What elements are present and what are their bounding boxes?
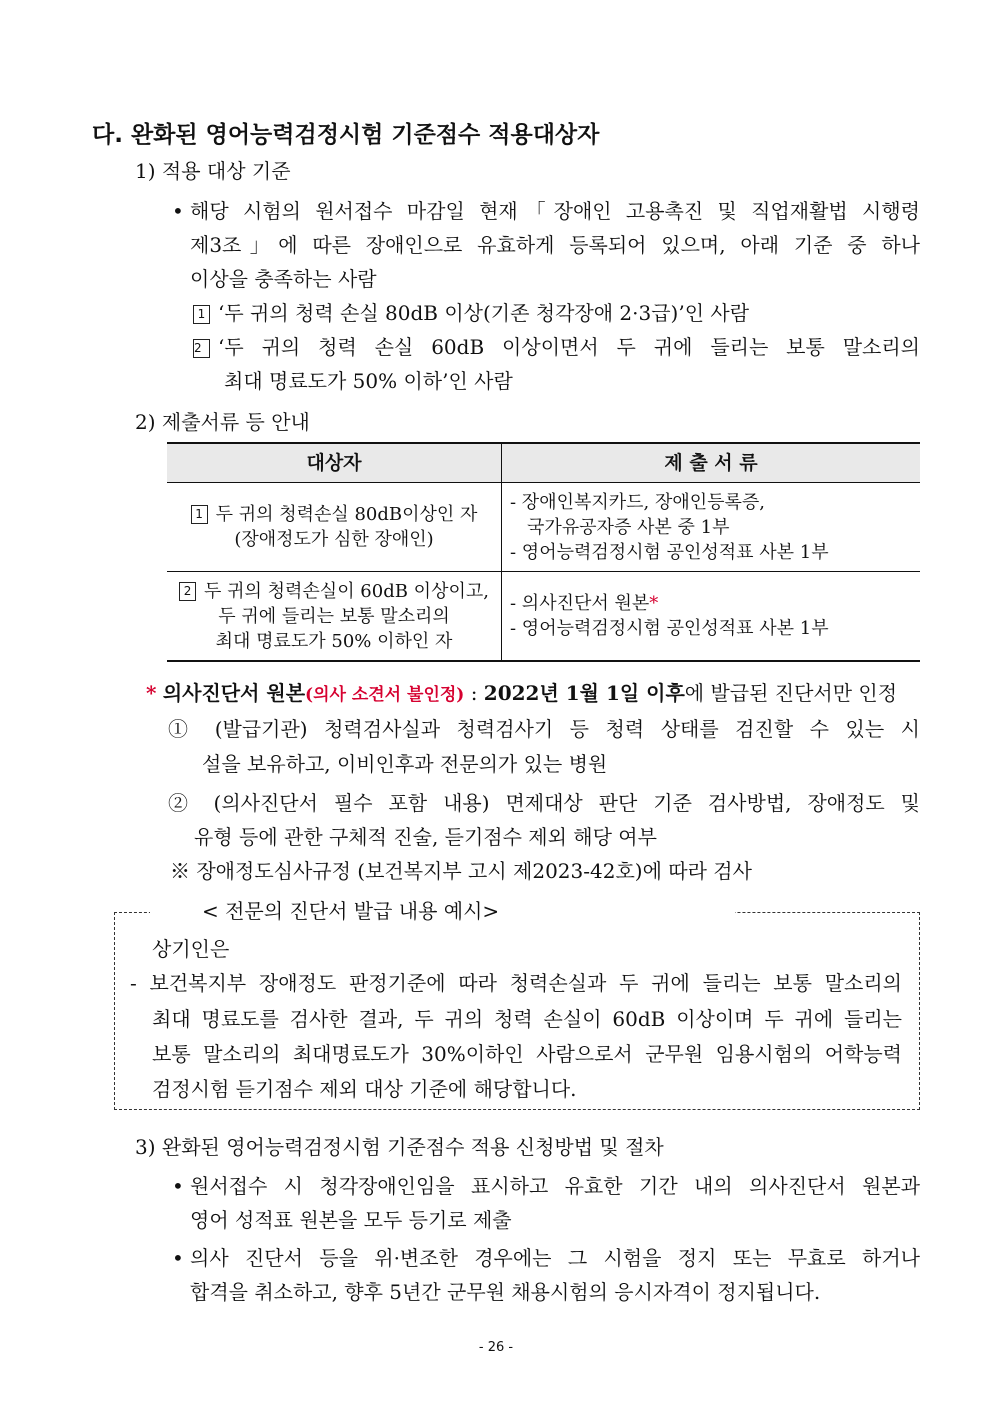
table-header-row bbox=[167, 443, 920, 483]
row1-target-l1 bbox=[175, 502, 493, 527]
content-line-2: 유형 등에 관한 구체적 진술, 듣기점수 제외 해당 여부 bbox=[194, 825, 657, 849]
note-rest: 에 발급된 진단서만 인정 bbox=[684, 681, 898, 705]
row2-target-l3: 최대 명료도가 50% 이하인 자 bbox=[215, 630, 453, 652]
bullet-dot: • bbox=[172, 1174, 184, 1198]
example-line-5: 검정시험 듣기점수 제외 대상 기준에 해당합니다. bbox=[152, 1077, 577, 1101]
row2-target bbox=[167, 572, 502, 662]
row1-documents bbox=[502, 483, 921, 572]
header-target: 대상자 bbox=[167, 443, 502, 483]
section-title: 다. 완화된 영어능력검정시험 기준점수 적용대상자 bbox=[92, 122, 600, 148]
documents-table bbox=[167, 442, 920, 662]
table-row bbox=[167, 483, 920, 572]
criteria-line-2: 제3조」에 따른 장애인으로 유효하게 등록되어 있으며, 아래 기준 중 하나 bbox=[190, 233, 920, 257]
criterion-2-line-1 bbox=[193, 334, 920, 360]
example-line-3: 최대 명료도를 검사한 결과, 두 귀의 청력 손실이 60dB 이상이며 두 귀에 들리는 bbox=[152, 1007, 902, 1031]
note-date: 2022년 1월 1일 이후 bbox=[483, 681, 685, 705]
row1-box-number: 1 bbox=[191, 505, 208, 524]
note-colon: : bbox=[464, 681, 484, 705]
row1-target bbox=[167, 483, 502, 572]
note-star: * bbox=[146, 681, 157, 705]
criterion-1 bbox=[193, 300, 749, 326]
note-red-part: (의사 소견서 불인정) bbox=[305, 685, 465, 705]
subsection-2-title: 2) 제출서류 등 안내 bbox=[135, 410, 310, 434]
example-line-2: - 보건복지부 장애정도 판정기준에 따라 청력손실과 두 귀에 들리는 보통 말소리의 bbox=[130, 971, 902, 995]
page-number: - 26 - bbox=[478, 1340, 514, 1355]
procedure-2-line-2: 합격을 취소하고, 향후 5년간 군무원 채용시험의 응시자격이 정지됩니다. bbox=[190, 1280, 821, 1304]
example-legend bbox=[150, 898, 735, 924]
issuer-line-1: ① (발급기관) 청력검사실과 청력검사기 등 청력 상태를 검진할 수 있는 시 bbox=[168, 717, 920, 741]
row2-doc-l1-text: - 의사진단서 원본 bbox=[510, 593, 650, 614]
certificate-note bbox=[146, 680, 897, 708]
row1-doc-l1: - 장애인복지카드, 장애인등록증, bbox=[510, 491, 766, 513]
procedure-1-line-1: 원서접수 시 청각장애인임을 표시하고 유효한 기간 내의 의사진단서 원본과 bbox=[190, 1174, 920, 1198]
row1-target-l2: (장애정도가 심한 장애인) bbox=[234, 529, 434, 550]
row2-box-number: 2 bbox=[179, 582, 196, 601]
row2-doc-l1 bbox=[510, 591, 912, 616]
box-number-1: 1 bbox=[193, 305, 210, 324]
criterion-2-text: ‘두 귀의 청력 손실 60dB 이상이면서 두 귀에 들리는 보통 말소리의 bbox=[218, 335, 920, 359]
subsection-1-title: 1) 적용 대상 기준 bbox=[135, 159, 291, 183]
subsection-3-title: 3) 완화된 영어능력검정시험 기준점수 적용 신청방법 및 절차 bbox=[135, 1135, 664, 1159]
example-line-1: 상기인은 bbox=[152, 937, 230, 961]
criteria-line-1: 해당 시험의 원서접수 마감일 현재「장애인 고용촉진 및 직업재활법 시행령 bbox=[190, 199, 920, 223]
criteria-line-3: 이상을 충족하는 사람 bbox=[190, 267, 377, 291]
bullet-dot: • bbox=[172, 199, 184, 223]
box-number-2: 2 bbox=[193, 339, 210, 358]
content-line-1: ② (의사진단서 필수 포함 내용) 면제대상 판단 기준 검사방법, 장애정도 및 bbox=[168, 791, 920, 815]
regulation-reference: ※ 장애정도심사규정 (보건복지부 고시 제2023-42호)에 따라 검사 bbox=[170, 859, 752, 883]
row2-doc-l2: - 영어능력검정시험 공인성적표 사본 1부 bbox=[510, 618, 829, 639]
example-legend-text: < 전문의 진단서 발급 내용 예시> bbox=[150, 899, 517, 923]
bullet-dot: • bbox=[172, 1246, 184, 1270]
criterion-1-text: ‘두 귀의 청력 손실 80dB 이상(기존 청각장애 2·3급)’인 사람 bbox=[218, 301, 750, 325]
issuer-line-2: 설을 보유하고, 이비인후과 전문의가 있는 병원 bbox=[202, 752, 608, 776]
criterion-2-line-2: 최대 명료도가 50% 이하’인 사람 bbox=[224, 369, 513, 393]
header-documents: 제 출 서 류 bbox=[502, 443, 921, 483]
asterisk-mark: * bbox=[649, 593, 659, 614]
note-label: 의사진단서 원본 bbox=[162, 681, 306, 705]
example-line-4: 보통 말소리의 최대명료도가 30%이하인 사람으로서 군무원 임용시험의 어학능력 bbox=[152, 1042, 902, 1066]
procedure-2-line-1: 의사 진단서 등을 위·변조한 경우에는 그 시험을 정지 또는 무효로 하거나 bbox=[190, 1246, 920, 1270]
table-row bbox=[167, 572, 920, 662]
row1-doc-l3: - 영어능력검정시험 공인성적표 사본 1부 bbox=[510, 541, 829, 563]
row1-target-l1-text: 두 귀의 청력손실 80dB이상인 자 bbox=[215, 504, 478, 525]
procedure-1-line-2: 영어 성적표 원본을 모두 등기로 제출 bbox=[190, 1208, 512, 1232]
row2-target-l2: 두 귀에 들리는 보통 말소리의 bbox=[218, 605, 450, 627]
row1-doc-l2: 국가유공자증 사본 중 1부 bbox=[527, 516, 730, 538]
row2-target-l1 bbox=[175, 579, 493, 604]
row2-target-l1-text: 두 귀의 청력손실이 60dB 이상이고, bbox=[204, 580, 489, 602]
row2-documents bbox=[502, 572, 921, 662]
